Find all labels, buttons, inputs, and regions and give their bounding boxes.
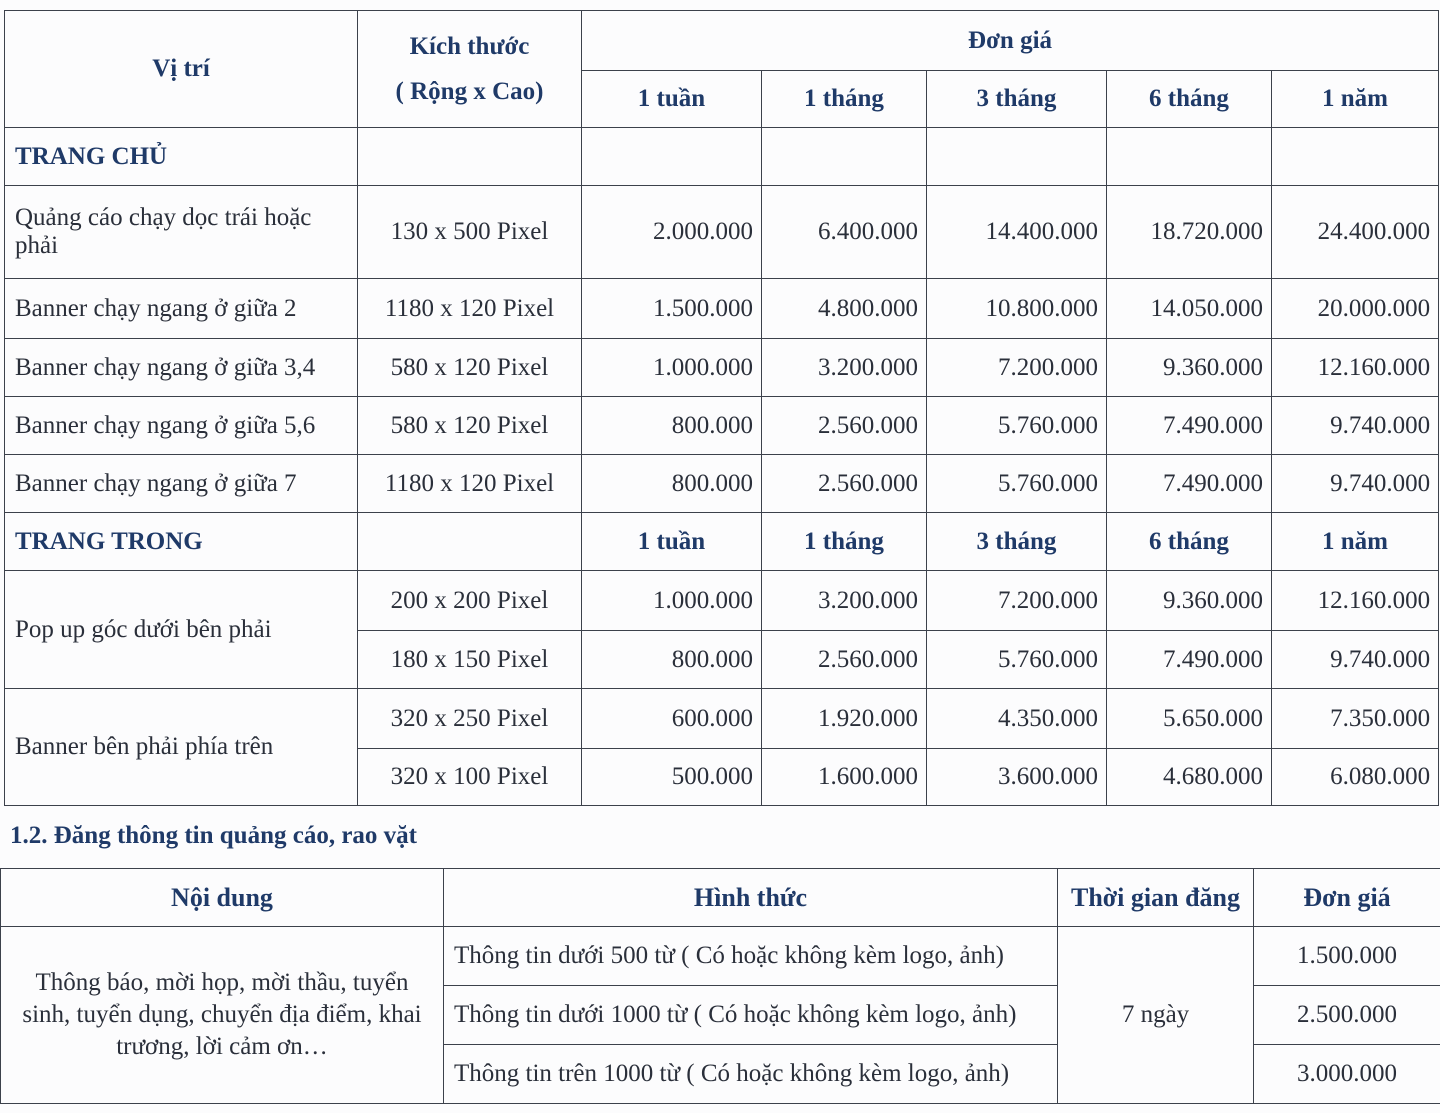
classified-price-table — [0, 868, 1440, 1104]
table-row — [5, 279, 1439, 339]
form-cell: Thông tin dưới 500 từ ( Có hoặc không kèm logo, ảnh) — [444, 927, 1058, 986]
price-cell: 800.000 — [582, 455, 762, 513]
price-cell: 7.490.000 — [1107, 631, 1272, 689]
section-heading: 1.2. Đăng thông tin quảng cáo, rao vặt — [10, 822, 417, 849]
table-row — [5, 397, 1439, 455]
col-header-price: Đơn giá — [582, 11, 1439, 71]
col-header-duration: Thời gian đăng — [1058, 869, 1254, 927]
table-row — [5, 689, 1439, 749]
price-cell: 4.350.000 — [927, 689, 1107, 749]
price-cell: 1.500.000 — [1254, 927, 1440, 986]
size-cell: 1180 x 120 Pixel — [358, 279, 582, 339]
price-cell: 20.000.000 — [1272, 279, 1439, 339]
table-row — [1, 927, 1440, 986]
price-cell: 7.350.000 — [1272, 689, 1439, 749]
period-header: 1 tuần — [582, 71, 762, 128]
price-cell: 3.000.000 — [1254, 1045, 1440, 1104]
position-name: Banner bên phải phía trên — [5, 689, 358, 806]
price-cell: 18.720.000 — [1107, 186, 1272, 279]
price-cell: 9.360.000 — [1107, 571, 1272, 631]
empty-cell — [358, 128, 582, 186]
position-name: Pop up góc dưới bên phải — [5, 571, 358, 689]
price-cell: 7.490.000 — [1107, 397, 1272, 455]
price-cell: 1.500.000 — [582, 279, 762, 339]
price-cell: 10.800.000 — [927, 279, 1107, 339]
period-header: 6 tháng — [1107, 71, 1272, 128]
period-header: 3 tháng — [927, 513, 1107, 571]
price-cell: 1.600.000 — [762, 749, 927, 806]
form-cell: Thông tin dưới 1000 từ ( Có hoặc không kèm logo, ảnh) — [444, 986, 1058, 1045]
price-cell: 3.200.000 — [762, 571, 927, 631]
period-header: 1 tháng — [762, 71, 927, 128]
empty-cell — [927, 128, 1107, 186]
size-cell: 200 x 200 Pixel — [358, 571, 582, 631]
col-header-size — [358, 11, 582, 128]
price-cell: 4.800.000 — [762, 279, 927, 339]
period-header: 1 tuần — [582, 513, 762, 571]
size-cell: 1180 x 120 Pixel — [358, 455, 582, 513]
price-cell: 5.760.000 — [927, 397, 1107, 455]
price-cell: 14.050.000 — [1107, 279, 1272, 339]
ad-price-table — [4, 10, 1439, 806]
size-cell: 580 x 120 Pixel — [358, 397, 582, 455]
price-cell: 6.080.000 — [1272, 749, 1439, 806]
period-header: 3 tháng — [927, 71, 1107, 128]
position-name: Banner chạy ngang ở giữa 3,4 — [5, 339, 358, 397]
period-header: 1 năm — [1272, 513, 1439, 571]
content-description: Thông báo, mời họp, mời thầu, tuyển sinh, tuyển dụng, chuyển địa điểm, khai trương, lời cảm ơn… — [1, 927, 444, 1104]
col-header-form: Hình thức — [444, 869, 1058, 927]
price-cell: 14.400.000 — [927, 186, 1107, 279]
price-cell: 2.560.000 — [762, 455, 927, 513]
price-cell: 2.000.000 — [582, 186, 762, 279]
price-cell: 24.400.000 — [1272, 186, 1439, 279]
price-cell: 5.650.000 — [1107, 689, 1272, 749]
size-cell: 320 x 100 Pixel — [358, 749, 582, 806]
period-header: 6 tháng — [1107, 513, 1272, 571]
price-cell: 7.490.000 — [1107, 455, 1272, 513]
price-cell: 12.160.000 — [1272, 339, 1439, 397]
price-cell: 800.000 — [582, 397, 762, 455]
size-cell: 180 x 150 Pixel — [358, 631, 582, 689]
section-title-home: TRANG CHỦ — [5, 128, 358, 186]
period-header: 1 năm — [1272, 71, 1439, 128]
col-header-size-line2: ( Rộng x Cao) — [395, 78, 544, 105]
size-cell: 580 x 120 Pixel — [358, 339, 582, 397]
form-cell: Thông tin trên 1000 từ ( Có hoặc không kèm logo, ảnh) — [444, 1045, 1058, 1104]
price-cell: 2.560.000 — [762, 631, 927, 689]
table-row — [5, 186, 1439, 279]
price-cell: 5.760.000 — [927, 631, 1107, 689]
price-cell: 800.000 — [582, 631, 762, 689]
position-name: Quảng cáo chạy dọc trái hoặc phải — [5, 186, 358, 279]
price-cell: 1.000.000 — [582, 339, 762, 397]
empty-cell — [1272, 128, 1439, 186]
price-cell: 7.200.000 — [927, 571, 1107, 631]
price-cell: 9.740.000 — [1272, 631, 1439, 689]
duration-cell: 7 ngày — [1058, 927, 1254, 1104]
price-cell: 2.560.000 — [762, 397, 927, 455]
price-cell: 500.000 — [582, 749, 762, 806]
size-cell: 320 x 250 Pixel — [358, 689, 582, 749]
price-cell: 600.000 — [582, 689, 762, 749]
table-row — [5, 455, 1439, 513]
col-header-position: Vị trí — [5, 11, 358, 128]
price-cell: 9.740.000 — [1272, 397, 1439, 455]
size-cell: 130 x 500 Pixel — [358, 186, 582, 279]
empty-cell — [582, 128, 762, 186]
price-cell: 9.740.000 — [1272, 455, 1439, 513]
table-row — [5, 339, 1439, 397]
price-cell: 6.400.000 — [762, 186, 927, 279]
position-name: Banner chạy ngang ở giữa 5,6 — [5, 397, 358, 455]
table-row — [5, 571, 1439, 631]
price-cell: 5.760.000 — [927, 455, 1107, 513]
position-name: Banner chạy ngang ở giữa 7 — [5, 455, 358, 513]
price-cell: 9.360.000 — [1107, 339, 1272, 397]
price-cell: 1.920.000 — [762, 689, 927, 749]
price-cell: 12.160.000 — [1272, 571, 1439, 631]
price-cell: 3.600.000 — [927, 749, 1107, 806]
period-header: 1 tháng — [762, 513, 927, 571]
price-cell: 2.500.000 — [1254, 986, 1440, 1045]
empty-cell — [1107, 128, 1272, 186]
empty-cell — [762, 128, 927, 186]
price-cell: 3.200.000 — [762, 339, 927, 397]
price-cell: 1.000.000 — [582, 571, 762, 631]
price-cell: 7.200.000 — [927, 339, 1107, 397]
col-header-content: Nội dung — [1, 869, 444, 927]
price-cell: 4.680.000 — [1107, 749, 1272, 806]
col-header-size-line1: Kích thước — [409, 33, 530, 60]
col-header-price: Đơn giá — [1254, 869, 1440, 927]
section-title-inner: TRANG TRONG — [5, 513, 358, 571]
position-name: Banner chạy ngang ở giữa 2 — [5, 279, 358, 339]
empty-cell — [358, 513, 582, 571]
